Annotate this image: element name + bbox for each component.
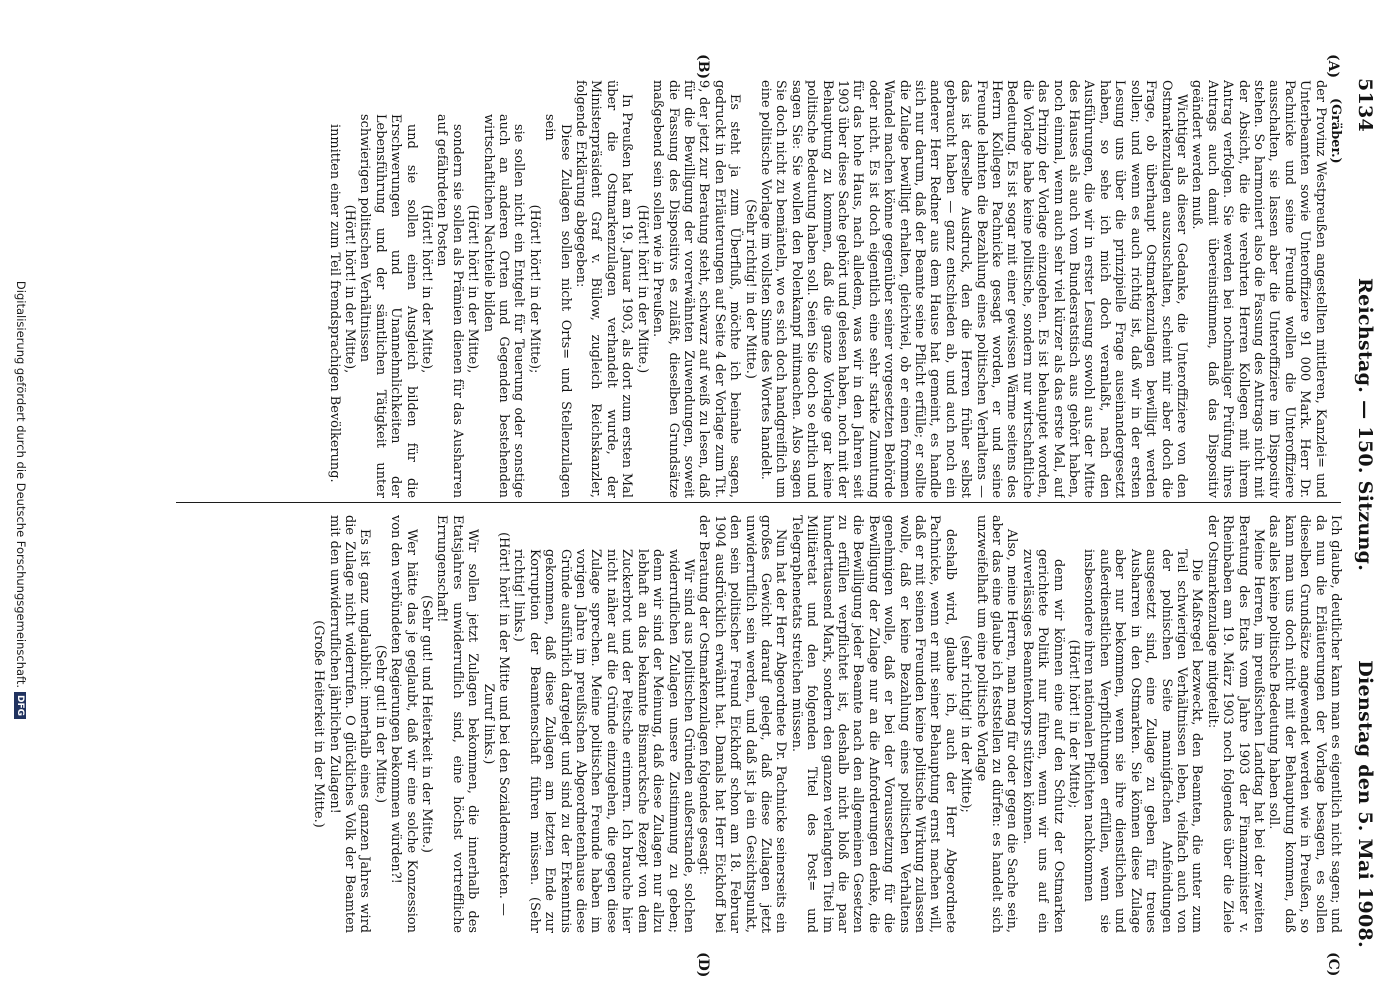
paragraph: Wer hätte das je geglaubt, daß wir eine solche Konzession von den verbündeten Regierungen bekommen würden?! xyxy=(388,515,419,933)
interjection: (Hört! hört! in der Mitte und bei den Sozialdemokraten. — Zuruf links.) xyxy=(480,532,512,916)
column-divider xyxy=(176,502,1341,503)
paragraph: Wichtiger als dieser Gedanke, die Unteroffiziere von den Ostmarkenzulagen auszuschalten, scheint mir aber doch die Frage, ob überhaupt Ostmarkenzulagen bewilligt werden sollen; und wenn es auch richtig ist, daß wir in der ersten Lesung uns über die prinzipielle Frage auseinandergesetzt haben, so sehe ich mich doch veranlaßt, nach den Ausführungen, die wir in erster Lesung sowohl aus der Mitte des Hauses als auch vom Bundesratstisch aus gehört haben, noch einmal, wenn auch sehr viel kürzer als das erste Mal, auf das Prinzip der Vorlage einzugehen. Es ist behauptet worden, die Vorlage habe keine politische, sondern nur wirtschaftliche Bedeutung. Es ist sogar mit einer gewissen Wärme seitens des Herrn Kollegen Pachnicke gesagt worden, er und seine Freunde lehnten die Bezahlung eines politischen Verhaltens — das ist derselbe Ausdruck, den die Herren früher selbst gebraucht haben — ganz entschieden ab, und auch noch ein anderer Herr Redner aus dem Hause hat gemeint, es handle sich nur darum, daß der Beamte seine Pflicht erfülle; er sollte die Zulage bewilligt erhalten, gleichviel, ob er einen frommen Wandel machen könne gegenüber seiner vorgesetzten Behörde oder nicht. Es ist doch eigentlich eine sehr starke Zumutung für das hohe Haus, nach alledem, was wir in den Jahren seit 1903 über diese Sache gehört und gelesen haben, noch mit der Behauptung zu kommen, daß die ganze Vorlage gar keine politische Bedeutung haben soll. Seien Sie doch so ehrlich und sagen Sie: Sie wollen den Polenkampf mitmachen. Also sagen Sie doch nicht zu bemänteln, wo es sich doch handgreiflich um eine politische Vorlage im vollsten Sinne des Wortes handelt. xyxy=(757,80,1189,498)
interjection: (Sehr richtig! in der Mitte.) xyxy=(742,199,758,379)
interjection: (Hört! hört! in der Mitte), xyxy=(465,204,481,374)
interjection: (Große Heiterkeit in der Mitte.) xyxy=(311,620,327,828)
running-date: Dienstag den 5. Mai 1908. xyxy=(1354,660,1376,948)
paragraph: Wir sollen jetzt Zulagen bekommen, die innerhalb des Etatsjahres unwiderruflich sind, eine höchst vortreffliche Errungenschaft! xyxy=(434,515,481,933)
margin-marker-a: (A) xyxy=(1325,54,1341,79)
interjection: (Hört! hört! in der Mitte); xyxy=(526,204,542,374)
interjection: (Sehr gut! in der Mitte.) xyxy=(372,644,388,804)
paragraph: Diese Zulagen sollen nicht Orts= und Stellenzulagen sein xyxy=(542,114,573,498)
paragraph: Es ist ganz unglaublich: innerhalb eines ganzen Jahres wird die Zulage nicht widerrufen. O glückliches Volk der Beamten mit den unwiderruflichen jährlichen Zulagen! xyxy=(326,515,373,933)
dfg-logo-badge: DFG xyxy=(15,692,27,719)
paragraph: sondern sie sollen als Prämien dienen für das Ausharren auf gefährdeten Posten xyxy=(434,114,465,498)
paragraph: denn wir können eine auf den Schutz der Ostmarken gerichtete Politik nur führen, wenn wir uns auf ein zuverlässiges Beamtenkorps stützen können. xyxy=(1019,549,1066,933)
running-title: Reichstag. — 150. Sitzung. xyxy=(1354,278,1376,572)
paragraph: Nun hat der Herr Abgeordnete Dr. Pachnicke seinerseits ein großes Gewicht darauf gelegt, daß diese Zulagen jetzt unwiderruflich sein werden, und daß ist ja ein Gesichtspunkt, den sein politischer Freund Eickhoff schon am 18. Februar 1904 ausdrücklich erwähnt hat. Damals hat Herr Eickhoff bei der Beratung der Ostmarkenzulagen folgendes gesagt: xyxy=(696,515,789,933)
paragraph: Meine Herren, im preußischen Landtag hat bei der zweiten Beratung des Etats vom Jahre 1903 der Finanzminister v. Rheinbaben am 19. März 1903 noch folgendes über die Ziele der Ostmarkenzulage mitgeteilt: xyxy=(1204,515,1266,933)
paragraph: Es steht ja zum Überfluß, möchte ich beinahe sagen, gedruckt in den Erläuterungen auf Seite 4 der Vorlage zum Tit. 9, der jetzt zur Beratung steht, schwarz auf weiß zu lesen, daß für die Bewilligung der vorerwähnten Zuwendungen, soweit die Fassung des Dispositivs es zuläßt, dieselben Grundsätze maßgebend sein sollen wie in Preußen. xyxy=(650,80,743,498)
paragraph: sie sollen nicht ein Entgelt für Teuerung oder sonstige auch an anderen Orten und Gegenden bestehenden wirtschaftlichen Nachteile bilden xyxy=(480,114,527,498)
page-header xyxy=(1348,78,1376,948)
interjection: (sehr richtig! in der Mitte); xyxy=(958,635,974,813)
margin-marker-d: (D) xyxy=(695,952,711,978)
interjection: (Hört! hört! in der Mitte); xyxy=(1066,639,1082,809)
paragraph: Die Maßregel bezweckt, den Beamten, die unter zum Teil schwierigen Verhältnissen leben, vielfach auch von der polnischen Seite mannigfachen Anfeindungen ausgesetzt sind, eine Zulage zu geben für treues Ausharren in den Ostmarken. Sie können diese Zulage aber nur bekommen, wenn sie ihre dienstlichen und außerdienstlichen Verpflichtungen erfüllen, wenn sie insbesondere ihren nationalen Pflichten nachkommen xyxy=(1081,549,1205,933)
interjection: (Hört! hört! in der Mitte), xyxy=(342,204,357,374)
right-text-column xyxy=(173,515,1343,933)
paragraph: In Preußen hat am 19. Januar 1903, als dort zum ersten Mal über die Ostmarkenzulagen verhandelt wurde, der Ministerpräsident Graf v. Bülow, zugleich Reichskanzler, folgende Erklärung abgegeben: xyxy=(573,80,635,498)
credit-text: Digitalisierung gefördert durch die Deutsche Forschungsgemeinschaft. xyxy=(14,280,28,689)
margin-marker-c: (C) xyxy=(1325,952,1341,977)
paragraph: und sie sollen einen Ausgleich bilden für die Erschwerungen und Unannehmlichkeiten der Lebensführung und der sämtlichen Tätigkeit unter schwierigen politischen Verhältnissen xyxy=(357,114,419,498)
speaker-name: (Gräber.) xyxy=(1328,98,1343,164)
interjection: (Sehr gut! und Heiterkeit in der Mitte.) xyxy=(419,595,435,853)
left-text-column xyxy=(173,80,1343,498)
paragraph: inmitten einer zum Teil fremdsprachigen Bevölkerung. xyxy=(326,124,342,483)
interjection: (Hört! hört! in der Mitte.) xyxy=(634,204,650,374)
paragraph: der Provinz Westpreußen angestellten mittleren, Kanzlei= und Unterbeamten sowie Unteroffiziere 91 000 Mark. Herr Dr. Pachnicke und seine Freunde wollen die Unteroffiziere ausschalten, sie lassen aber die Unteroffiziere im Dispositiv stehen. So harmoniert also die Fassung des Antrags nicht mit der Absicht, die die verehrten Herren Kollegen mit ihrem Antrag verfolgen. Sie werden bei nochmaliger Prüfung ihres Antrags auch damit übereinstimmen, daß das Dispositiv geändert werden muß. xyxy=(1189,80,1328,498)
page-number: 5134 xyxy=(1354,78,1376,133)
paragraph: Ich glaube, deutlicher kann man es eigentlich nicht sagen; und da nun die Erläuterungen der Vorlage besagen, es sollen dieselben Grundsätze angewendet werden wie in Preußen, so kann man uns doch nicht mit der Behauptung kommen, daß das alles keine politische Bedeutung haben soll. xyxy=(1266,515,1343,933)
interjection: (Hört! hört! in der Mitte), xyxy=(419,204,435,374)
digitization-credit xyxy=(14,0,28,1000)
margin-marker-b: (B) xyxy=(695,54,711,80)
paragraph: Also, meine Herren, man mag für oder gegen die Sache sein, aber das eine glaube ich feststellen zu dürfen: es handelt sich unzweifelhaft um eine politische Vorlage xyxy=(973,515,1020,933)
paragraph: deshalb wird, glaube ich, auch der Herr Abgeordnete Pachnicke, wenn er mit seiner Behauptung ernst machen will, daß er mit seinen Freunden keine politische Wirkung zulassen wolle, daß er keine Bezahlung eines politischen Verhaltens genehmigen wolle, daß er bei der Voraussetzung für die Bewilligung der Zulage nur an die Anforderungen denke, die die Bewilligung jeder Beamte nach den allgemeinen Gesetzen zu erfüllen verpflichtet ist, deshalb nicht bloß die paar hunderttausend Mark, sondern den ganzen verlangten Titel im Militäretat und den folgenden Titel des Post= und Telegraphenetats streichen müssen. xyxy=(788,515,958,933)
paragraph: Wir sind aus politischen Gründen außerstande, solchen widerruflichen Zulagen unsere Zustimmung zu geben; denn wir sind der Meinung, daß diese Zulagen nur allzu lebhaft an das bekannte Bismarcksche Rezept von dem Zuckerbrot und der Peitsche erinnern. Ich brauche hier nicht näher auf die Gründe einzugehen, die gegen diese Zulage sprechen. Meine politischen Freunde haben im vorigen Jahre im preußischen Abgeordnetenhause diese Gründe ausführlich dargelegt und sind zu der Erkenntnis gekommen, daß diese Zulagen am letzten Ende zur Korruption der Beamtenschaft führen müssen. (Sehr richtig! links.) xyxy=(511,549,696,933)
